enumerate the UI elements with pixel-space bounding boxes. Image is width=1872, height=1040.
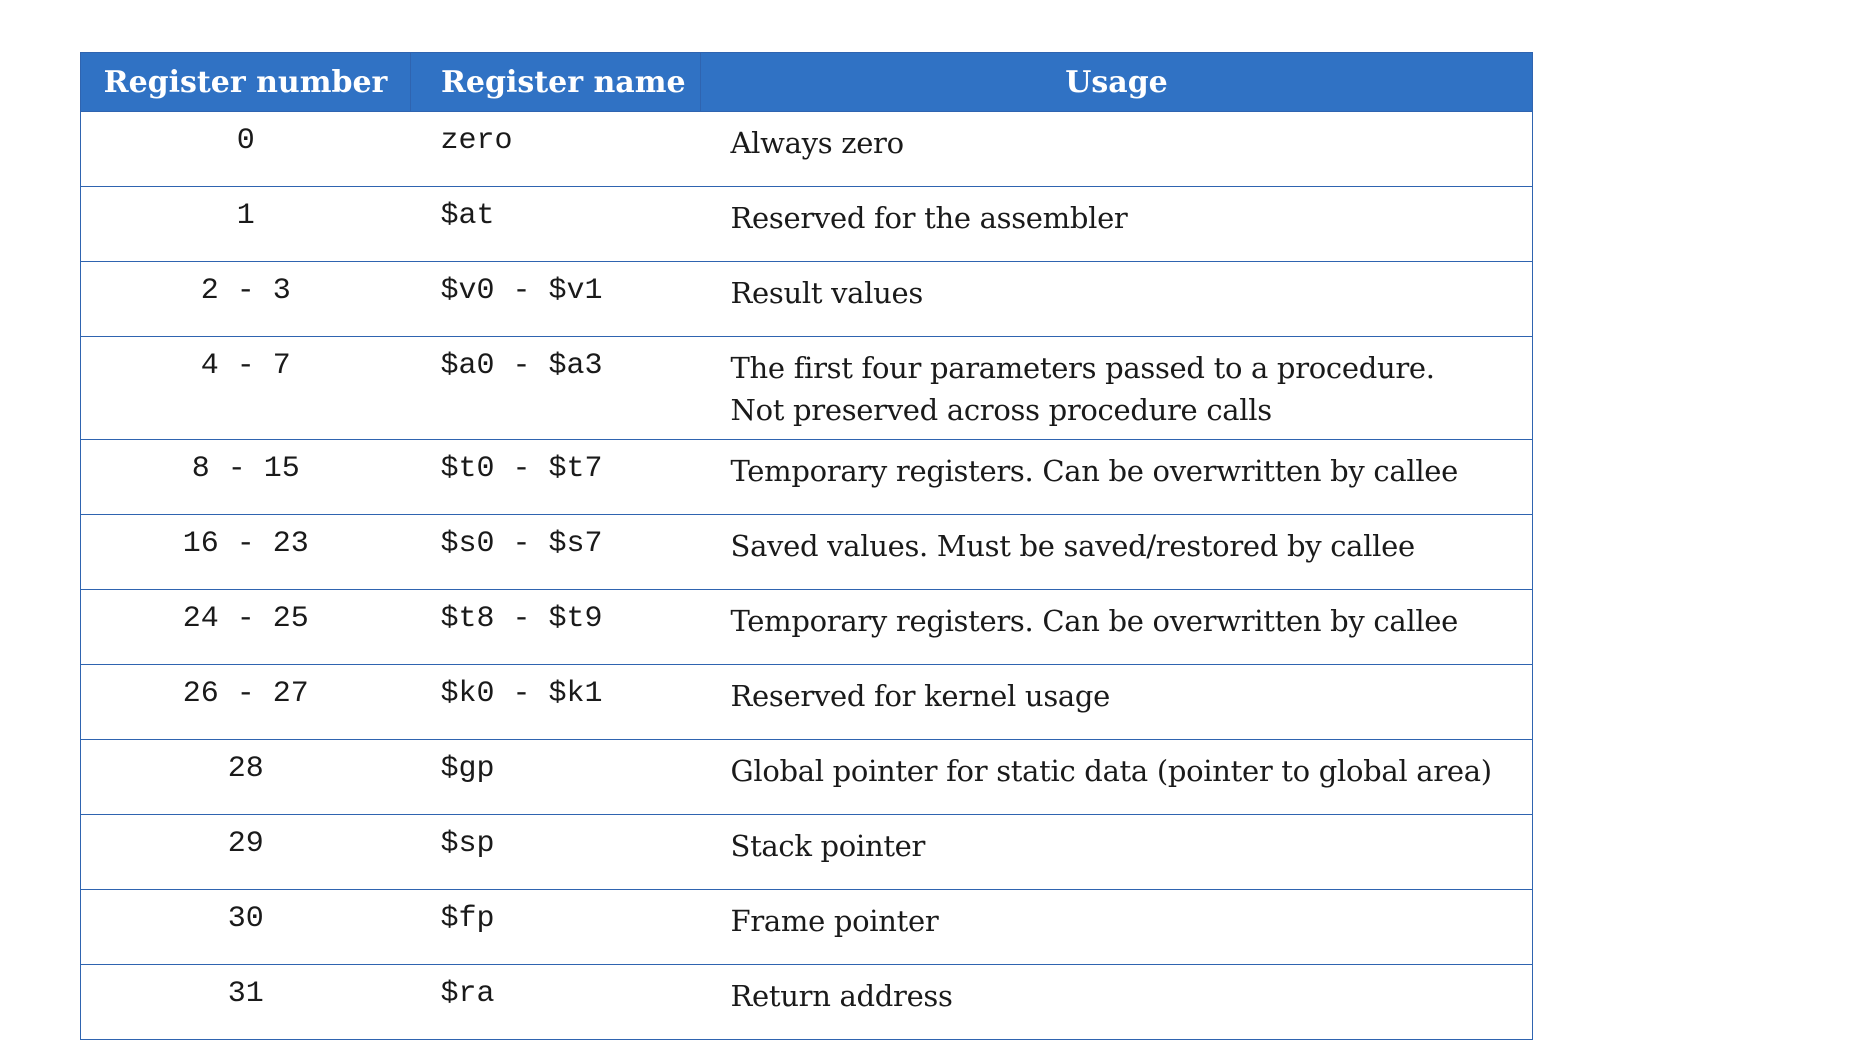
- register-number-cell: 24 - 25: [81, 590, 411, 665]
- table-row: [81, 515, 1533, 590]
- register-usage-cell: [701, 965, 1533, 1040]
- register-number-cell: 0: [81, 112, 411, 187]
- usage-line: Saved values. Must be saved/restored by callee: [730, 529, 1415, 563]
- register-name-cell: $s0 - $s7: [411, 515, 701, 590]
- register-name-cell: $a0 - $a3: [411, 337, 701, 440]
- register-usage-cell: [701, 665, 1533, 740]
- table-row: [81, 112, 1533, 187]
- register-usage-cell: [701, 187, 1533, 262]
- register-name-cell: $gp: [411, 740, 701, 815]
- register-name-cell: $k0 - $k1: [411, 665, 701, 740]
- register-usage-cell: [701, 590, 1533, 665]
- table-row: [81, 740, 1533, 815]
- usage-line: Reserved for kernel usage: [730, 679, 1111, 713]
- usage-line: The first four parameters passed to a procedure.: [730, 351, 1435, 385]
- table-row: [81, 815, 1533, 890]
- usage-line: Temporary registers. Can be overwritten by callee: [730, 454, 1459, 488]
- register-name-cell: zero: [411, 112, 701, 187]
- register-usage-cell: [701, 112, 1533, 187]
- register-number-cell: 1: [81, 187, 411, 262]
- register-number-cell: 2 - 3: [81, 262, 411, 337]
- register-number-cell: 8 - 15: [81, 440, 411, 515]
- register-number-cell: 26 - 27: [81, 665, 411, 740]
- register-number-cell: 29: [81, 815, 411, 890]
- table-row: [81, 337, 1533, 440]
- usage-line: Stack pointer: [730, 829, 926, 863]
- table-row: [81, 890, 1533, 965]
- register-number-cell: 31: [81, 965, 411, 1040]
- register-usage-cell: [701, 515, 1533, 590]
- register-name-cell: $t8 - $t9: [411, 590, 701, 665]
- register-usage-cell: [701, 337, 1533, 440]
- table-row: [81, 965, 1533, 1040]
- register-usage-cell: [701, 740, 1533, 815]
- register-usage-cell: [701, 890, 1533, 965]
- table-header: [81, 53, 1533, 112]
- register-name-cell: $at: [411, 187, 701, 262]
- register-number-cell: 28: [81, 740, 411, 815]
- usage-line: Temporary registers. Can be overwritten by callee: [730, 604, 1459, 638]
- table-row: [81, 590, 1533, 665]
- header-register-number: Register number: [81, 53, 411, 112]
- register-number-cell: 16 - 23: [81, 515, 411, 590]
- usage-line: Always zero: [730, 126, 904, 160]
- usage-line: Not preserved across procedure calls: [730, 393, 1272, 427]
- header-register-name: Register name: [411, 53, 701, 112]
- table-row: [81, 665, 1533, 740]
- usage-line: Return address: [730, 979, 953, 1013]
- header-usage: Usage: [701, 53, 1533, 112]
- usage-line: Reserved for the assembler: [730, 201, 1128, 235]
- usage-line: Global pointer for static data (pointer to global area): [730, 754, 1492, 788]
- register-name-cell: $fp: [411, 890, 701, 965]
- register-table: [80, 52, 1533, 1040]
- register-number-cell: 4 - 7: [81, 337, 411, 440]
- table-row: [81, 187, 1533, 262]
- register-name-cell: $t0 - $t7: [411, 440, 701, 515]
- register-usage-cell: [701, 262, 1533, 337]
- usage-line: Frame pointer: [730, 904, 939, 938]
- register-number-cell: 30: [81, 890, 411, 965]
- register-name-cell: $sp: [411, 815, 701, 890]
- register-usage-cell: [701, 815, 1533, 890]
- header-row: [81, 53, 1533, 112]
- register-name-cell: $ra: [411, 965, 701, 1040]
- register-usage-cell: [701, 440, 1533, 515]
- table-row: [81, 440, 1533, 515]
- table-row: [81, 262, 1533, 337]
- table-body: [81, 112, 1533, 1040]
- usage-line: Result values: [730, 276, 923, 310]
- register-name-cell: $v0 - $v1: [411, 262, 701, 337]
